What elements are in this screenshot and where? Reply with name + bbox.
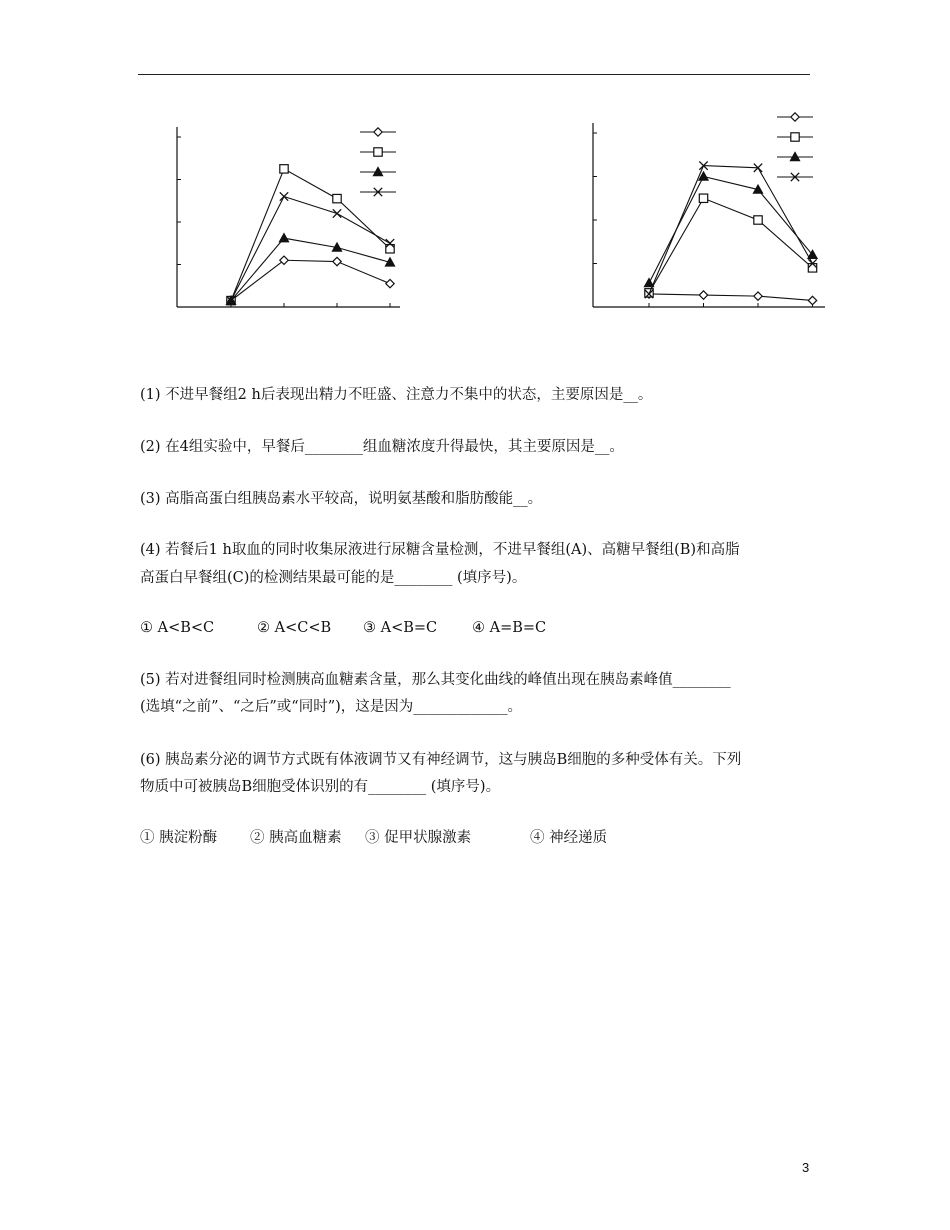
question-4-line-2: 高蛋白早餐组(C)的检测结果最可能的是________ (填序号)。 xyxy=(140,570,527,586)
question-2: (2) 在4组实验中，早餐后________组血糖浓度升得最快，其主要原因是__。 xyxy=(140,439,624,455)
header-rule xyxy=(138,74,810,75)
data-point xyxy=(386,279,394,287)
series-3 xyxy=(226,233,394,304)
q6-option-3: ③ 促甲状腺激素 xyxy=(365,830,472,846)
series-line xyxy=(231,238,390,300)
question-5-line-1: (5) 若对进餐组同时检测胰高血糖素含量，那么其变化曲线的峰值出现在胰岛素峰值________ xyxy=(140,672,731,688)
data-point xyxy=(333,194,341,202)
legend-item-4 xyxy=(777,173,813,181)
legend-item-2 xyxy=(777,133,813,141)
legend-item-4 xyxy=(360,188,396,196)
legend-marker xyxy=(374,148,382,156)
q6-option-2: ② 胰高血糖素 xyxy=(250,830,342,846)
blood-glucose-chart-svg xyxy=(130,110,510,360)
legend-marker xyxy=(791,133,799,141)
question-4-line-1: (4) 若餐后1 h取血的同时收集尿液进行尿糖含量检测，不进早餐组(A)、高糖早餐组(B)和高脂 xyxy=(140,542,740,558)
data-point xyxy=(333,257,341,265)
question-3: (3) 高脂高蛋白组胰岛素水平较高，说明氨基酸和脂肪酸能__。 xyxy=(140,491,543,507)
question-6-line-1: (6) 胰岛素分泌的调节方式既有体液调节又有神经调节，这与胰岛B细胞的多种受体有关。下列 xyxy=(140,752,742,768)
q6-option-1: ① 胰淀粉酶 xyxy=(140,830,218,846)
q4-option-3: ③ A<B=C xyxy=(363,620,438,636)
series-2 xyxy=(227,165,394,305)
series-line xyxy=(649,294,813,301)
q4-option-2: ② A<C<B xyxy=(257,620,332,636)
data-point xyxy=(754,292,762,300)
series-line xyxy=(649,166,813,294)
series-2 xyxy=(645,194,817,297)
legend-item-2 xyxy=(360,148,396,156)
data-point xyxy=(754,216,762,224)
series-line xyxy=(231,169,390,301)
data-point xyxy=(280,165,288,173)
data-point xyxy=(808,264,816,272)
question-6-line-2: 物质中可被胰岛B细胞受体识别的有________ (填序号)。 xyxy=(140,779,501,795)
legend-item-1 xyxy=(777,113,813,121)
series-line xyxy=(231,260,390,300)
legend-item-3 xyxy=(777,152,813,160)
series-line xyxy=(231,197,390,301)
series-1 xyxy=(645,290,817,305)
series-1 xyxy=(227,256,394,305)
q4-option-4: ④ A=B=C xyxy=(472,620,547,636)
page-number: 3 xyxy=(802,1160,810,1175)
series-3 xyxy=(644,172,817,287)
series-line xyxy=(649,198,813,293)
insulin-chart-svg xyxy=(545,105,935,360)
data-point xyxy=(699,291,707,299)
legend-item-1 xyxy=(360,128,396,136)
blood-glucose-chart xyxy=(130,110,510,360)
question-1: (1) 不进早餐组2 h后表现出精力不旺盛、注意力不集中的状态，主要原因是__。 xyxy=(140,387,653,403)
legend-marker xyxy=(791,113,799,121)
data-point xyxy=(280,256,288,264)
legend-marker xyxy=(374,128,382,136)
series-line xyxy=(649,177,813,284)
data-point xyxy=(699,194,707,202)
data-point xyxy=(333,209,341,217)
data-point xyxy=(808,296,816,304)
data-point xyxy=(280,192,288,200)
insulin-chart xyxy=(545,105,935,360)
data-point xyxy=(279,233,288,241)
q6-option-4: ④ 神经递质 xyxy=(530,830,608,846)
q4-option-1: ① A<B<C xyxy=(140,620,215,636)
question-5-line-2: (选填“之前”、“之后”或“同时”)，这是因为_____________。 xyxy=(140,699,523,715)
legend-item-3 xyxy=(360,167,396,175)
